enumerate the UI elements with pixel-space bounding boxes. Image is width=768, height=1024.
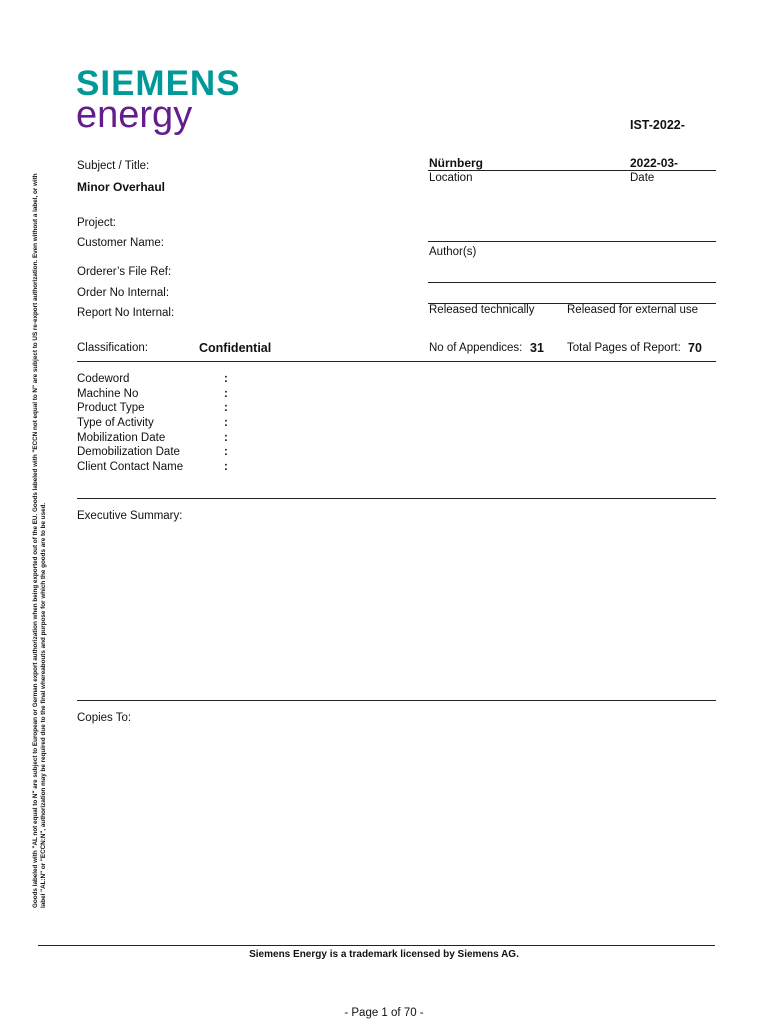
export-control-line-1: Goods labeled with "AL not equal to N" are subject to European or German export authorization when being exported out of the EU. Goods labeled with "ECCN not equal to N" are subject to US re-export authorization. Even without a label, or with xyxy=(32,173,39,908)
energy-logo-text: energy xyxy=(76,94,193,136)
classification-divider xyxy=(77,361,716,362)
demobilization-date-label: Demobilization Date xyxy=(77,446,180,458)
classification-value: Confidential xyxy=(199,341,272,355)
siemens-logo-text: SIEMENS xyxy=(76,64,241,103)
codeword-label: Codeword xyxy=(77,373,130,385)
appendices-label: No of Appendices: xyxy=(429,342,523,354)
mobilization-date-colon: : xyxy=(224,432,228,444)
details-divider xyxy=(77,498,716,499)
customer-name-label: Customer Name: xyxy=(77,237,164,249)
classification-label: Classification: xyxy=(77,342,148,354)
copies-to-label: Copies To: xyxy=(77,712,132,724)
type-of-activity-colon: : xyxy=(224,417,228,429)
authors-line xyxy=(428,241,716,242)
date-label: Date xyxy=(630,172,655,184)
product-type-label: Product Type xyxy=(77,402,145,414)
client-contact-name-colon: : xyxy=(224,461,228,473)
demobilization-date-colon: : xyxy=(224,446,228,458)
authors-label: Author(s) xyxy=(429,246,477,258)
released-technically-label: Released technically xyxy=(429,304,535,316)
order-no-internal-label: Order No Internal: xyxy=(77,287,170,299)
product-type-colon: : xyxy=(224,402,228,414)
codeword-colon: : xyxy=(224,373,228,385)
released-external-label: Released for external use xyxy=(567,304,699,316)
footer-trademark: Siemens Energy is a trademark licensed by Siemens AG. xyxy=(249,949,519,960)
executive-summary-divider xyxy=(77,700,716,701)
location-value: Nürnberg xyxy=(429,156,483,170)
date-value: 2022-03- xyxy=(630,156,679,170)
executive-summary-label: Executive Summary: xyxy=(77,510,183,522)
orderer-file-ref-label: Orderer’s File Ref: xyxy=(77,266,172,278)
mobilization-date-label: Mobilization Date xyxy=(77,432,166,444)
project-label: Project: xyxy=(77,217,116,229)
total-pages-value: 70 xyxy=(688,341,702,355)
location-date-line xyxy=(428,170,716,171)
footer-divider xyxy=(38,945,715,946)
machine-no-label: Machine No xyxy=(77,388,139,400)
export-control-note xyxy=(32,68,47,908)
release-top-line xyxy=(428,282,716,283)
type-of-activity-label: Type of Activity xyxy=(77,417,154,429)
export-control-line-2: label "AL:N" or "ECCN:N", authorization may be required due to the final whereabouts and purpose for which the goods are to be used. xyxy=(39,502,47,908)
machine-no-colon: : xyxy=(224,388,228,400)
subject-value: Minor Overhaul xyxy=(77,180,166,194)
document-number: IST-2022- xyxy=(630,118,685,132)
location-label: Location xyxy=(429,172,473,184)
appendices-value: 31 xyxy=(530,341,544,355)
total-pages-label: Total Pages of Report: xyxy=(567,342,681,354)
report-no-internal-label: Report No Internal: xyxy=(77,307,175,319)
page-number: - Page 1 of 70 - xyxy=(344,1007,424,1019)
client-contact-name-label: Client Contact Name xyxy=(77,461,184,473)
subject-label: Subject / Title: xyxy=(77,160,150,172)
